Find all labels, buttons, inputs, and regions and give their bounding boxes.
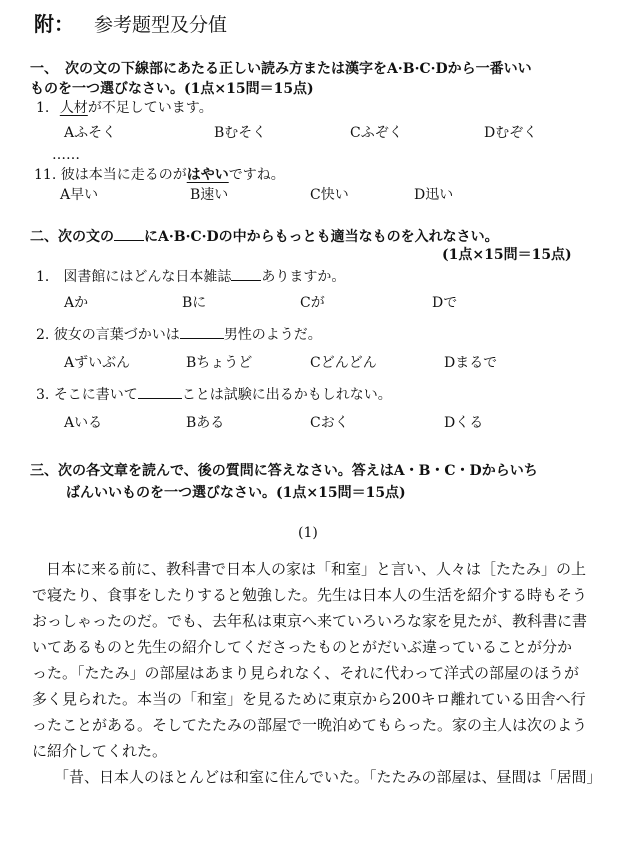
section1-heading-line1: 一、 次の文の下線部にあたる正しい読み方または漢字をA·B·C·Dから一番いい: [30, 61, 532, 77]
underlined-word: 人材: [59, 100, 88, 116]
option-d: Dくる: [444, 415, 484, 431]
passage-line: 「昔、日本人のほとんどは和室に住んでいた。「たたみの部屋は、昼間は「居間」: [54, 768, 602, 786]
passage: [32, 556, 602, 790]
blank-line: [114, 226, 144, 241]
option-a: Aふそく: [64, 125, 117, 141]
section3-heading-line2: ばんいいものを一つ選びなさい。(1点×15問＝15点): [66, 485, 406, 501]
question-number: 11.: [34, 167, 57, 183]
option-c: Cおく: [310, 415, 349, 431]
appendix-label: 附：: [34, 12, 74, 36]
question-1: [36, 266, 345, 286]
question-text-pre: 彼は本当に走るのが: [60, 167, 187, 183]
question-2: [36, 324, 322, 344]
heading-post: にA·B·C·Dの中からもっとも適当なものを入れなさい。: [144, 229, 499, 245]
question-1: [36, 99, 213, 117]
option-c: C快い: [310, 187, 349, 203]
passage-line: おっしゃったのだ。でも、去年私は東京へ来ていろいろな家を見たが、教科書に書: [32, 612, 588, 630]
passage-line: に紹介してくれた。: [32, 742, 168, 760]
ellipsis: ……: [52, 147, 80, 163]
option-b: Bに: [182, 295, 207, 311]
question-3: [36, 384, 392, 404]
question-number: 2.: [36, 327, 50, 343]
blank-line: [138, 384, 182, 399]
underlined-word: はやい: [186, 167, 229, 183]
option-b: Bむそく: [214, 125, 267, 141]
passage-line: で寝たり、食事をしたりすると勉強した。先生は日本人の生活を紹介する時もそう: [32, 586, 588, 604]
option-b: Bちょうど: [186, 355, 253, 371]
question-11: [34, 166, 285, 184]
passage-number: (1): [298, 525, 318, 541]
section3-heading-line1: 三、次の各文章を読んで、後の質問に答えなさい。答えはA・B・C・Dからいち: [30, 463, 538, 479]
question-text-post: ことは試験に出るかもしれない。: [181, 387, 392, 403]
option-a: Aずいぶん: [64, 355, 131, 371]
section1-heading-line2: ものを一つ選びなさい。(1点×15問＝15点): [30, 81, 314, 97]
option-d: D迅い: [414, 187, 454, 203]
passage-line: ったことがある。そしてたたみの部屋で一晩泊めてもらった。家の主人は次のよう: [32, 716, 588, 734]
option-d: Dむぞく: [484, 125, 538, 141]
passage-line: 多く見られた。本当の「和室」を見るために東京から200キロ離れている田舎へ行: [32, 690, 586, 708]
option-d: Dで: [432, 295, 458, 311]
question-text: が不足しています。: [87, 100, 213, 116]
option-d: Dまるで: [444, 355, 498, 371]
heading-pre: 二、次の文の: [30, 229, 114, 245]
passage-line: 日本に来る前に、教科書で日本人の家は「和室」と言い、人々は［たたみ」の上: [46, 560, 587, 578]
page-title: [34, 12, 227, 37]
question-text-pre: そこに書いて: [53, 387, 138, 403]
section2-heading: [30, 226, 499, 246]
question-number: 1．: [36, 269, 59, 285]
option-a: Aいる: [64, 415, 103, 431]
option-c: Cふぞく: [350, 125, 403, 141]
question-text-pre: 図書館にはどんな日本雑誌: [63, 269, 232, 285]
blank-line: [231, 266, 261, 281]
option-a: Aか: [64, 295, 89, 311]
option-a: A早い: [60, 187, 99, 203]
option-b: B速い: [190, 187, 229, 203]
question-number: 3.: [36, 387, 50, 403]
question-text: ですね。: [228, 167, 285, 183]
option-c: Cどんどん: [310, 355, 377, 371]
passage-line: いてあるものと先生の紹介してくださったものとがだいぶ違っていることが分か: [32, 638, 573, 656]
section2-score: (1点×15問＝15点): [442, 247, 572, 263]
blank-line: [180, 324, 224, 339]
passage-line: った。「たたみ」の部屋はあまり見られなく、それに代わって洋式の部屋のほうが: [32, 664, 580, 682]
option-c: Cが: [300, 295, 325, 311]
question-text-post: ありますか。: [261, 269, 346, 285]
question-text-pre: 彼女の言葉づかいは: [53, 327, 180, 343]
title-text: 参考题型及分值: [94, 14, 228, 36]
option-b: Bある: [186, 415, 225, 431]
question-number: 1.: [36, 100, 50, 116]
question-text-post: 男性のようだ。: [223, 327, 322, 343]
